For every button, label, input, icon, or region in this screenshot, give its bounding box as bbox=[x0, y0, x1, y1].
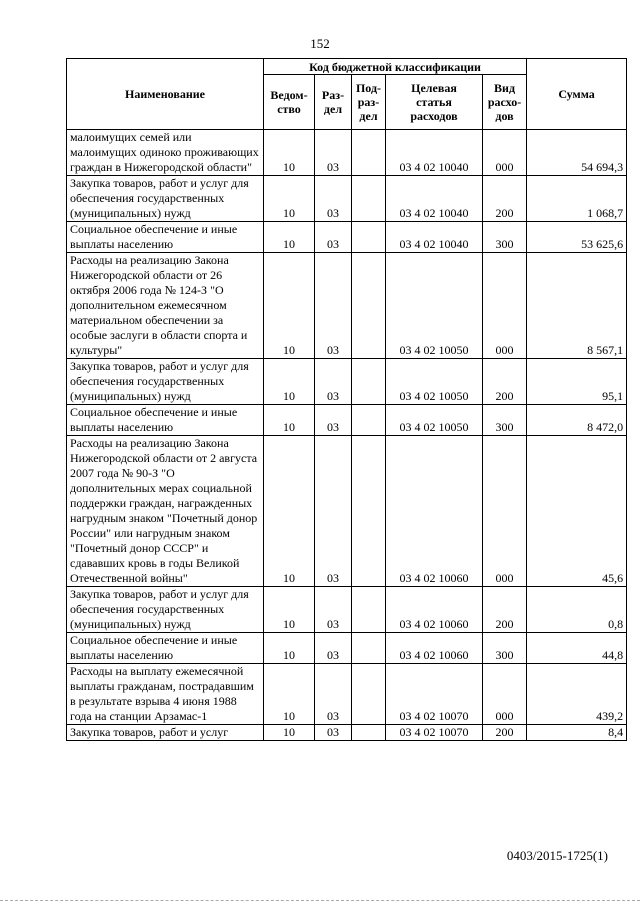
cell-section: 03 bbox=[315, 253, 352, 359]
cell-department: 10 bbox=[264, 130, 315, 176]
cell-section: 03 bbox=[315, 176, 352, 222]
cell-expense-type: 200 bbox=[483, 587, 527, 633]
table-row bbox=[67, 405, 627, 436]
cell-section: 03 bbox=[315, 725, 352, 741]
cell-name: Закупка товаров, работ и услуг для обеспечения государственных (муниципальных) нужд bbox=[67, 359, 264, 405]
cell-target-article: 03 4 02 10050 bbox=[386, 359, 483, 405]
table-row bbox=[67, 664, 627, 725]
cell-amount: 439,2 bbox=[527, 664, 627, 725]
cell-subsection bbox=[352, 405, 386, 436]
cell-amount: 54 694,3 bbox=[527, 130, 627, 176]
column-header-amount: Сумма bbox=[527, 59, 627, 130]
cell-expense-type: 300 bbox=[483, 222, 527, 253]
cell-subsection bbox=[352, 359, 386, 405]
cell-section: 03 bbox=[315, 633, 352, 664]
budget-table bbox=[66, 58, 627, 741]
cell-amount: 44,8 bbox=[527, 633, 627, 664]
cell-department: 10 bbox=[264, 253, 315, 359]
cell-name: Закупка товаров, работ и услуг для обеспечения государственных (муниципальных) нужд bbox=[67, 587, 264, 633]
cell-amount: 1 068,7 bbox=[527, 176, 627, 222]
column-header-expense-type: Вид расхо- дов bbox=[483, 75, 527, 130]
cell-section: 03 bbox=[315, 664, 352, 725]
cell-expense-type: 200 bbox=[483, 725, 527, 741]
cell-department: 10 bbox=[264, 405, 315, 436]
table-row bbox=[67, 130, 627, 176]
cell-subsection bbox=[352, 587, 386, 633]
table-row bbox=[67, 436, 627, 587]
cell-section: 03 bbox=[315, 405, 352, 436]
table-row bbox=[67, 633, 627, 664]
cell-expense-type: 300 bbox=[483, 405, 527, 436]
cell-section: 03 bbox=[315, 587, 352, 633]
cell-target-article: 03 4 02 10040 bbox=[386, 130, 483, 176]
cell-department: 10 bbox=[264, 222, 315, 253]
column-group-header-budget-code: Код бюджетной классификации bbox=[264, 59, 527, 75]
cell-expense-type: 200 bbox=[483, 359, 527, 405]
cell-subsection bbox=[352, 436, 386, 587]
cell-expense-type: 000 bbox=[483, 253, 527, 359]
cell-subsection bbox=[352, 664, 386, 725]
cell-subsection bbox=[352, 222, 386, 253]
cell-amount: 8 472,0 bbox=[527, 405, 627, 436]
cell-name: Социальное обеспечение и иные выплаты населению bbox=[67, 633, 264, 664]
cell-name: Закупка товаров, работ и услуг bbox=[67, 725, 264, 741]
column-header-subsection: Под- раз- дел bbox=[352, 75, 386, 130]
cell-target-article: 03 4 02 10070 bbox=[386, 725, 483, 741]
table-row bbox=[67, 253, 627, 359]
cell-section: 03 bbox=[315, 222, 352, 253]
table-row bbox=[67, 359, 627, 405]
cell-name: Социальное обеспечение и иные выплаты населению bbox=[67, 222, 264, 253]
cell-subsection bbox=[352, 253, 386, 359]
table-row bbox=[67, 176, 627, 222]
cell-department: 10 bbox=[264, 176, 315, 222]
cell-expense-type: 200 bbox=[483, 176, 527, 222]
cell-amount: 95,1 bbox=[527, 359, 627, 405]
document-code: 0403/2015-1725(1) bbox=[506, 848, 608, 863]
cell-target-article: 03 4 02 10040 bbox=[386, 176, 483, 222]
cell-amount: 8 567,1 bbox=[527, 253, 627, 359]
cell-target-article: 03 4 02 10050 bbox=[386, 405, 483, 436]
cell-target-article: 03 4 02 10060 bbox=[386, 436, 483, 587]
page-number: 152 bbox=[310, 36, 330, 51]
cell-department: 10 bbox=[264, 725, 315, 741]
cell-department: 10 bbox=[264, 359, 315, 405]
cell-department: 10 bbox=[264, 436, 315, 587]
cell-expense-type: 000 bbox=[483, 436, 527, 587]
column-header-target-article: Целевая статья расходов bbox=[386, 75, 483, 130]
cell-expense-type: 000 bbox=[483, 664, 527, 725]
footer-rule bbox=[0, 900, 640, 901]
column-header-section: Раз- дел bbox=[315, 75, 352, 130]
cell-subsection bbox=[352, 633, 386, 664]
cell-subsection bbox=[352, 176, 386, 222]
cell-amount: 45,6 bbox=[527, 436, 627, 587]
cell-department: 10 bbox=[264, 664, 315, 725]
cell-subsection bbox=[352, 130, 386, 176]
cell-name: Социальное обеспечение и иные выплаты населению bbox=[67, 405, 264, 436]
cell-amount: 8,4 bbox=[527, 725, 627, 741]
cell-subsection bbox=[352, 725, 386, 741]
cell-target-article: 03 4 02 10070 bbox=[386, 664, 483, 725]
table-row bbox=[67, 222, 627, 253]
column-header-name: Наименование bbox=[67, 59, 264, 130]
cell-target-article: 03 4 02 10050 bbox=[386, 253, 483, 359]
table-row bbox=[67, 725, 627, 741]
cell-expense-type: 000 bbox=[483, 130, 527, 176]
cell-section: 03 bbox=[315, 130, 352, 176]
column-header-department: Ведом- ство bbox=[264, 75, 315, 130]
cell-department: 10 bbox=[264, 633, 315, 664]
cell-amount: 0,8 bbox=[527, 587, 627, 633]
cell-department: 10 bbox=[264, 587, 315, 633]
table-body bbox=[67, 130, 627, 741]
cell-name: Расходы на реализацию Закона Нижегородской области от 2 августа 2007 года № 90-З "О дополнительных мерах социальной поддержки граждан, награжденных нагрудным знаком "Почетный донор России" или нагрудным знаком "Почетный донор СССР" и сдававших кровь в годы Великой Отечественной войны" bbox=[67, 436, 264, 587]
cell-amount: 53 625,6 bbox=[527, 222, 627, 253]
cell-section: 03 bbox=[315, 359, 352, 405]
cell-target-article: 03 4 02 10060 bbox=[386, 587, 483, 633]
cell-name: малоимущих семей или малоимущих одиноко проживающих граждан в Нижегородской области" bbox=[67, 130, 264, 176]
table-row bbox=[67, 587, 627, 633]
cell-target-article: 03 4 02 10060 bbox=[386, 633, 483, 664]
cell-name: Закупка товаров, работ и услуг для обеспечения государственных (муниципальных) нужд bbox=[67, 176, 264, 222]
cell-target-article: 03 4 02 10040 bbox=[386, 222, 483, 253]
cell-expense-type: 300 bbox=[483, 633, 527, 664]
cell-name: Расходы на выплату ежемесячной выплаты гражданам, пострадавшим в результате взрыва 4 июня 1988 года на станции Арзамас-1 bbox=[67, 664, 264, 725]
cell-section: 03 bbox=[315, 436, 352, 587]
cell-name: Расходы на реализацию Закона Нижегородской области от 26 октября 2006 года № 124-З "О дополнительном ежемесячном материальном обеспечении за особые заслуги в области спорта и культуры" bbox=[67, 253, 264, 359]
